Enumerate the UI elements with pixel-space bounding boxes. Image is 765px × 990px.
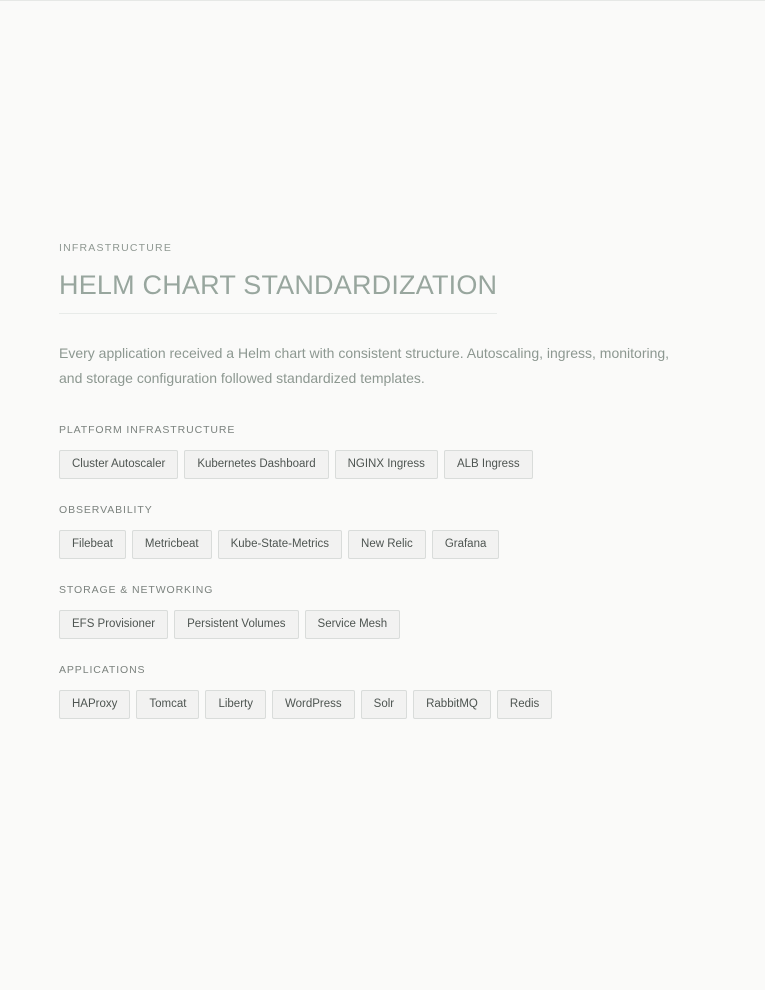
chip-list — [59, 450, 699, 479]
chip-metricbeat[interactable]: Metricbeat — [132, 530, 212, 559]
group-title: APPLICATIONS — [59, 664, 146, 676]
chip-efs-provisioner[interactable]: EFS Provisioner — [59, 610, 168, 639]
chip-rabbitmq[interactable]: RabbitMQ — [413, 690, 491, 719]
section-eyebrow: INFRASTRUCTURE — [59, 242, 173, 254]
chip-alb-ingress[interactable]: ALB Ingress — [444, 450, 533, 479]
section-title: HELM CHART STANDARDIZATION — [59, 270, 497, 314]
chip-kubernetes-dashboard[interactable]: Kubernetes Dashboard — [184, 450, 328, 479]
chip-service-mesh[interactable]: Service Mesh — [305, 610, 401, 639]
group-title: PLATFORM INFRASTRUCTURE — [59, 424, 236, 436]
group-observability — [59, 504, 699, 559]
helm-section — [59, 242, 699, 719]
chip-haproxy[interactable]: HAProxy — [59, 690, 130, 719]
chip-tomcat[interactable]: Tomcat — [136, 690, 199, 719]
chip-grafana[interactable]: Grafana — [432, 530, 500, 559]
chip-nginx-ingress[interactable]: NGINX Ingress — [335, 450, 438, 479]
group-platform-infrastructure — [59, 424, 699, 479]
chip-list — [59, 690, 699, 719]
chip-wordpress[interactable]: WordPress — [272, 690, 355, 719]
chip-list — [59, 610, 699, 639]
group-title: OBSERVABILITY — [59, 504, 153, 516]
chip-filebeat[interactable]: Filebeat — [59, 530, 126, 559]
section-description: Every application received a Helm chart with consistent structure. Autoscaling, ingress, monitoring, and storage configuration followed standardized templates. — [59, 345, 670, 386]
chip-new-relic[interactable]: New Relic — [348, 530, 426, 559]
chip-list — [59, 530, 699, 559]
group-storage-networking — [59, 584, 699, 639]
group-title: STORAGE & NETWORKING — [59, 584, 214, 596]
chip-kube-state-metrics[interactable]: Kube-State-Metrics — [218, 530, 342, 559]
chip-liberty[interactable]: Liberty — [205, 690, 266, 719]
chip-redis[interactable]: Redis — [497, 690, 552, 719]
group-applications — [59, 664, 699, 719]
chip-cluster-autoscaler[interactable]: Cluster Autoscaler — [59, 450, 178, 479]
chip-solr[interactable]: Solr — [361, 690, 407, 719]
chip-persistent-volumes[interactable]: Persistent Volumes — [174, 610, 298, 639]
